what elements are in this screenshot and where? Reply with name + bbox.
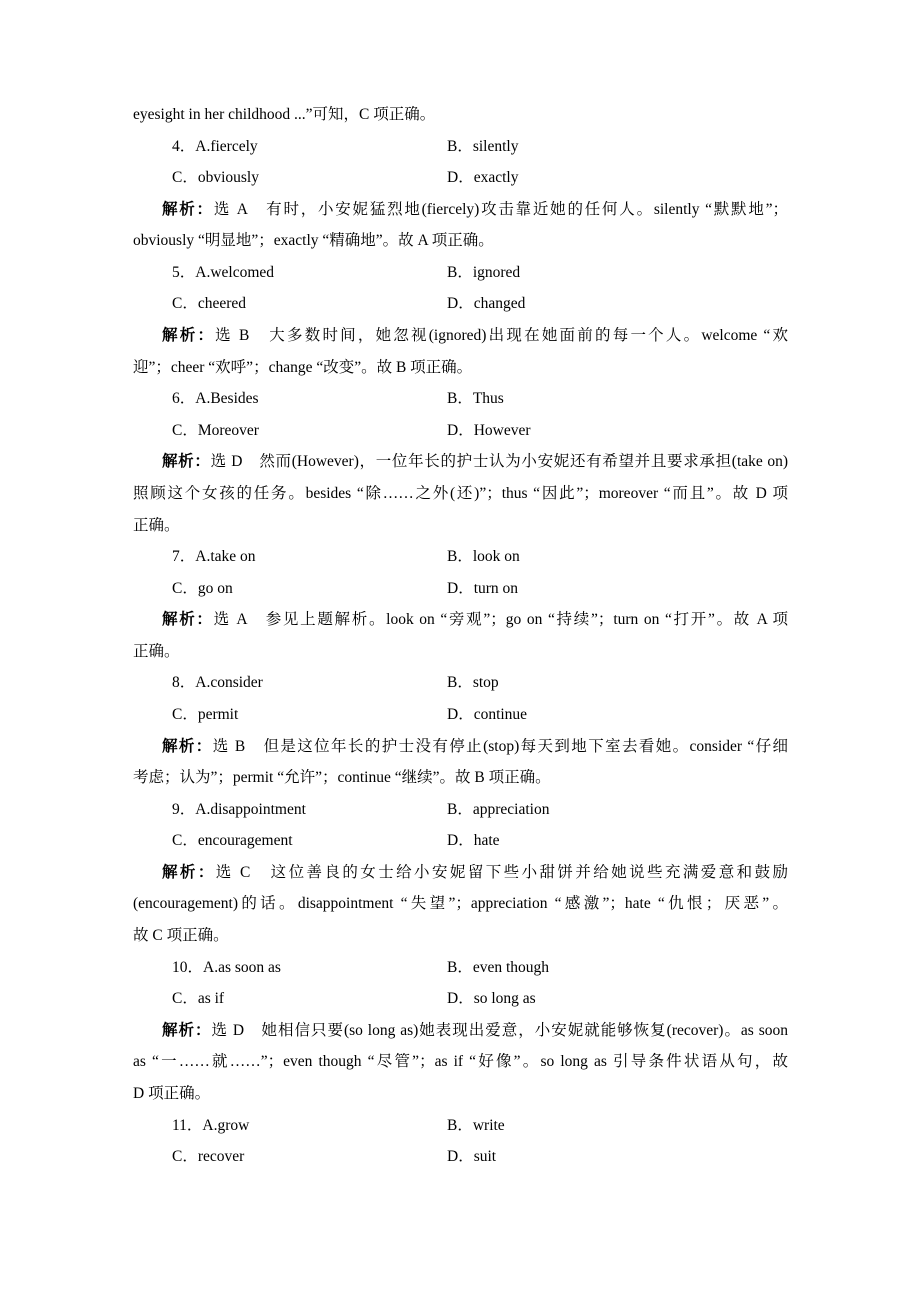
- option-left: C．as if: [172, 990, 225, 1008]
- line-text: 考虑；认为”；permit “允许”；continue “继续”。故 B 项正确。: [133, 769, 551, 787]
- option-right: B．even though: [447, 958, 550, 976]
- line-text: 选 C 这位善良的女士给小安妮留下些小甜饼并给她说些充满爱意和鼓励: [215, 863, 788, 881]
- line-text: D 项正确。: [133, 1084, 211, 1102]
- option-right: D．hate: [447, 832, 500, 850]
- options-row: [133, 667, 788, 699]
- analysis-line: [133, 320, 788, 352]
- option-left: 8．A.consider: [172, 674, 263, 692]
- text-line: [133, 636, 788, 668]
- analysis-line: [133, 731, 788, 763]
- line-text: 照顾这个女孩的任务。besides “除……之外(还)”；thus “因此”；moreover “而且”。故 D 项: [133, 484, 788, 502]
- option-left: 6．A.Besides: [172, 390, 259, 408]
- line-text: 故 C 项正确。: [133, 927, 229, 945]
- option-left: C．permit: [172, 705, 239, 723]
- option-right: D．so long as: [447, 990, 536, 1008]
- analysis-label: 解析：: [162, 863, 216, 881]
- option-left: C．recover: [172, 1148, 245, 1166]
- option-right: B．stop: [447, 674, 499, 692]
- line-text: 选 D 她相信只要(so long as)她表现出爱意，小安妮就能够恢复(recover)。as soon: [211, 1021, 788, 1039]
- option-left: 10．A.as soon as: [172, 958, 281, 976]
- option-left: 5．A.welcomed: [172, 263, 275, 281]
- option-left: 4．A.fiercely: [172, 137, 258, 155]
- option-right: D．turn on: [447, 579, 519, 597]
- analysis-label: 解析：: [162, 1021, 212, 1039]
- analysis-label: 解析：: [162, 200, 214, 218]
- line-text: 选 A 参见上题解析。look on “旁观”；go on “持续”；turn on “打开”。故 A 项: [213, 611, 788, 629]
- options-row: [133, 952, 788, 984]
- option-right: B．Thus: [447, 390, 504, 408]
- text-line: [133, 99, 788, 131]
- text-line: [133, 762, 788, 794]
- options-row: [133, 825, 788, 857]
- options-row: [133, 794, 788, 826]
- line-text: 正确。: [133, 516, 180, 534]
- option-left: C．encouragement: [172, 832, 293, 850]
- text-line: [133, 478, 788, 510]
- text-line: [133, 1046, 788, 1078]
- options-row: [133, 573, 788, 605]
- line-text: obviously “明显地”；exactly “精确地”。故 A 项正确。: [133, 232, 494, 250]
- line-text: as “一……就……”；even though “尽管”；as if “好像”。so long as 引导条件状语从句，故: [133, 1053, 788, 1071]
- line-text: 迎”；cheer “欢呼”；change “改变”。故 B 项正确。: [133, 358, 473, 376]
- options-row: [133, 131, 788, 163]
- line-text: 选 B 大多数时间，她忽视(ignored)出现在她面前的每一个人。welcome “欢: [215, 327, 788, 345]
- options-row: [133, 415, 788, 447]
- text-line: [133, 510, 788, 542]
- text-line: [133, 352, 788, 384]
- option-right: D．changed: [447, 295, 526, 313]
- option-right: D．suit: [447, 1148, 497, 1166]
- analysis-line: [133, 446, 788, 478]
- text-line: [133, 225, 788, 257]
- document-content: [133, 99, 788, 1173]
- analysis-label: 解析：: [162, 453, 211, 471]
- analysis-line: [133, 604, 788, 636]
- options-row: [133, 162, 788, 194]
- options-row: [133, 1110, 788, 1142]
- line-text: 选 D 然而(However)，一位年长的护士认为小安妮还有希望并且要求承担(take on): [210, 453, 788, 471]
- options-row: [133, 383, 788, 415]
- analysis-line: [133, 857, 788, 889]
- text-line: [133, 888, 788, 920]
- option-left: C．cheered: [172, 295, 247, 313]
- analysis-label: 解析：: [162, 327, 216, 345]
- analysis-line: [133, 1015, 788, 1047]
- options-row: [133, 983, 788, 1015]
- analysis-line: [133, 194, 788, 226]
- option-left: C．obviously: [172, 169, 259, 187]
- line-text: 正确。: [133, 642, 180, 660]
- option-right: D．exactly: [447, 169, 519, 187]
- option-right: D．continue: [447, 705, 528, 723]
- option-right: D．However: [447, 421, 531, 439]
- option-left: 7．A.take on: [172, 548, 256, 566]
- options-row: [133, 288, 788, 320]
- option-left: 11．A.grow: [172, 1116, 250, 1134]
- option-left: 9．A.disappointment: [172, 800, 306, 818]
- analysis-label: 解析：: [162, 737, 213, 755]
- options-row: [133, 257, 788, 289]
- option-left: C．go on: [172, 579, 233, 597]
- text-line: [133, 1078, 788, 1110]
- options-row: [133, 1141, 788, 1173]
- option-right: B．silently: [447, 137, 519, 155]
- line-text: eyesight in her childhood ...”可知，C 项正确。: [133, 106, 436, 123]
- option-right: B．write: [447, 1116, 505, 1134]
- options-row: [133, 541, 788, 573]
- text-line: [133, 920, 788, 952]
- option-right: B．appreciation: [447, 800, 550, 818]
- line-text: 选 A 有时，小安妮猛烈地(fiercely)攻击靠近她的任何人。silently “默默地”；: [213, 200, 788, 218]
- option-right: B．look on: [447, 548, 520, 566]
- option-right: B．ignored: [447, 263, 521, 281]
- line-text: (encouragement)的话。disappointment “失望”；appreciation “感激”；hate “仇恨；厌恶”。: [133, 895, 788, 913]
- line-text: 选 B 但是这位年长的护士没有停止(stop)每天到地下室去看她。consider “仔细: [212, 737, 788, 755]
- options-row: [133, 699, 788, 731]
- analysis-label: 解析：: [162, 611, 214, 629]
- option-left: C．Moreover: [172, 421, 259, 439]
